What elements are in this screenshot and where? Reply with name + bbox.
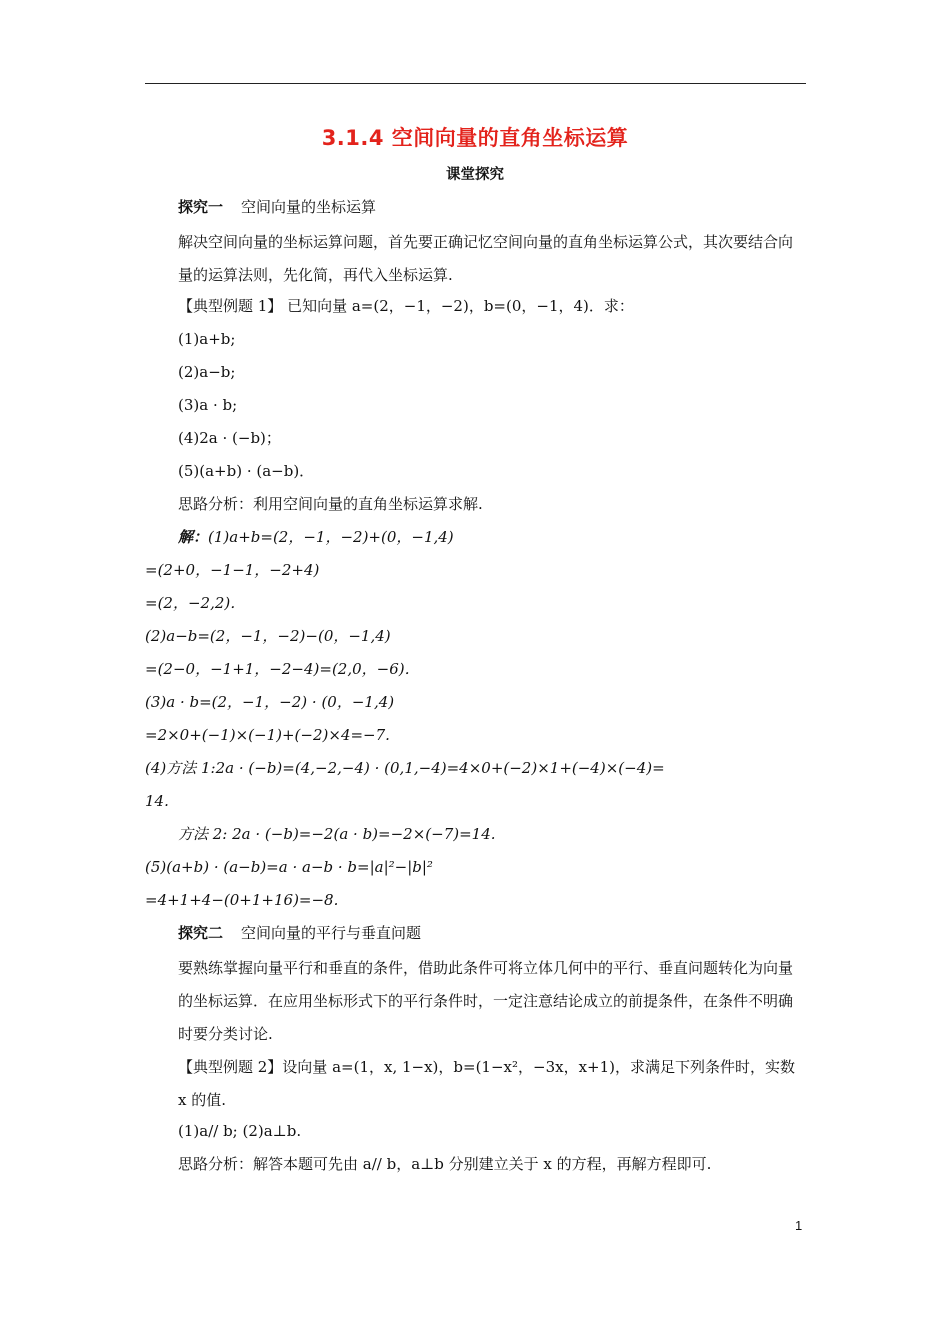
example-1-part: (3)a · b; [178,396,238,414]
example-1-part: (5)(a+b) · (a−b)． [178,462,315,480]
solution-line: =4+1+4−(0+1+16)=−8. [145,891,339,909]
solution-line: 方法 2: 2a · (−b)=−2(a · b)=−2×(−7)=14. [178,825,496,843]
solution-line: 解：(1)a+b=(2，−1，−2)+(0，−1,4) [178,528,454,546]
heading-explore-1: 探究一 空间向量的坐标运算 [178,198,377,216]
example-2-parts: (1)a// b; (2)a⊥b. [178,1122,302,1140]
page-number: 1 [795,1218,803,1233]
section-subtitle: 课堂探究 [446,167,504,183]
example-1-part: (1)a+b; [178,330,236,348]
analysis-2: 思路分析：解答本题可先由 a// b，a⊥b 分别建立关于 x 的方程，再解方程即可. [178,1155,712,1173]
solution-line: (2)a−b=(2，−1，−2)−(0，−1,4) [145,627,391,645]
solution-line: (4)方法 1:2a · (−b)=(4,−2,−4) · (0,1,−4)=4×0+(−2)×1+(−4)×(−4)= [145,759,665,777]
heading-explore-2: 探究二 空间向量的平行与垂直问题 [178,924,422,942]
paragraph-intro-2: 要熟练掌握向量平行和垂直的条件，借助此条件可将立体几何中的平行、垂直问题转化为向量的坐标运算．在应用坐标形式下的平行条件时，一定注意结论成立的前提条件，在条件不明确时要分类讨论. [178,959,794,1043]
solution-line: =2×0+(−1)×(−1)+(−2)×4=−7. [145,726,390,744]
solution-line: (5)(a+b) · (a−b)=a · a−b · b=|a|²−|b|² [145,858,433,876]
solution-line: =(2，−2,2)． [145,594,246,612]
paragraph-intro-1: 解决空间向量的坐标运算问题，首先要正确记忆空间向量的直角坐标运算公式，其次要结合向量的运算法则，先化简，再代入坐标运算. [178,233,794,284]
solution-line: (3)a · b=(2，−1，−2) · (0，−1,4) [145,693,395,711]
example-1-part: (2)a−b; [178,363,236,381]
analysis-1: 思路分析：利用空间向量的直角坐标运算求解. [178,495,483,513]
solution-line: 14. [145,792,169,810]
page-title: 3.1.4 空间向量的直角坐标运算 [321,126,629,150]
document-body [145,193,807,1183]
header-rule [145,83,806,84]
solution-line: =(2−0，−1+1，−2−4)=(2,0，−6)． [145,660,420,678]
example-1: 【典型例题 1】 已知向量 a=(2，−1，−2)，b=(0，−1，4)．求： [178,297,634,315]
example-2: 【典型例题 2】设向量 a=(1，x, 1−x)，b=(1−x²，−3x，x+1)，求满足下列条件时，实数 x 的值. [178,1058,796,1109]
solution-line: =(2+0，−1−1，−2+4) [145,561,320,579]
example-1-part: (4)2a · (−b)； [178,429,281,447]
